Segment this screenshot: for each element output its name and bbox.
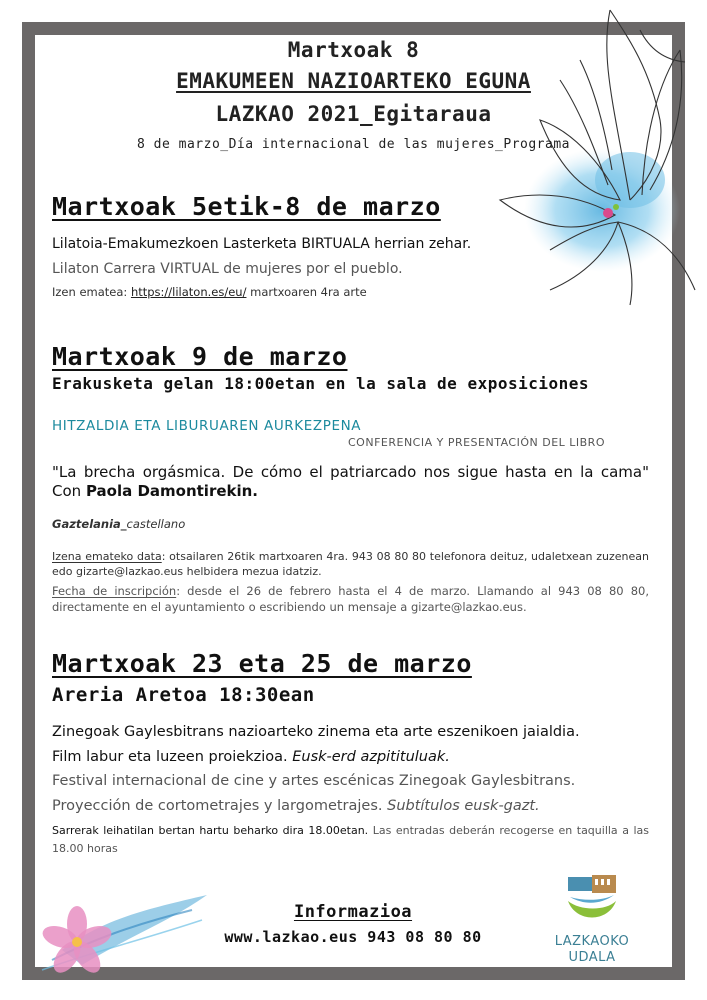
reg-es-text: : desde el 26 de febrero hasta el 4 de marzo. Llamando al 943 08 80 80, directamente en el ayuntamiento o escribiendo un mensaje a gizarte@lazkao.eus.: [52, 584, 649, 614]
signup-suffix: martxoaren 4ra arte: [246, 285, 367, 299]
eu-line2-a: Film labur eta luzeen proiekzioa.: [52, 749, 293, 765]
signup-prefix: Izen ematea:: [52, 285, 131, 299]
section2-book-quote: [52, 463, 649, 501]
language-es: castellano: [126, 517, 186, 531]
speaker-name: Paola Damontirekin.: [85, 482, 259, 500]
reg-eu-label: Izena emateko data: [52, 550, 162, 563]
language-eu: Gaztelania: [52, 517, 121, 531]
section2-registration-eu: [52, 549, 649, 579]
footer-info-title: Informazioa: [293, 902, 413, 922]
logo-text: [547, 934, 637, 966]
section2-title: Martxoak 9 de marzo: [52, 342, 348, 371]
section3-title: Martxoak 23 eta 25 de marzo: [52, 649, 472, 678]
with-word: Con: [52, 482, 86, 500]
section2-heading-es: CONFERENCIA Y PRESENTACIÓN DEL LIBRO: [348, 436, 605, 449]
section3-eu-line2: [52, 749, 450, 765]
tickets-eu: Sarrerak leihatilan bertan hartu beharko dira 18.00etan.: [52, 824, 369, 837]
section3-eu-line1: Zinegoak Gaylesbitrans nazioarteko zinema eta arte eszenikoen jaialdia.: [52, 724, 580, 740]
section2-registration-es: [52, 583, 649, 615]
es-line2-b: Subtítulos eusk-gazt.: [387, 798, 540, 814]
logo-line-2: UDALA: [568, 950, 616, 965]
tickets-es: Las entradas deberán recogerse en taquilla a las 18.00 horas: [52, 824, 649, 855]
section1-signup: [52, 285, 367, 299]
header-line-3: LAZKAO 2021_Egitaraua: [215, 102, 492, 126]
section3-es-line1: Festival internacional de cine y artes escénicas Zinegoak Gaylesbitrans.: [52, 773, 576, 789]
header-line-2: EMAKUMEEN NAZIOARTEKO EGUNA: [176, 69, 531, 93]
section3-es-line2: [52, 798, 540, 814]
section3-venue: Areria Aretoa 18:30ean: [52, 684, 315, 706]
section1-title: Martxoak 5etik-8 de marzo: [52, 192, 441, 221]
es-line2-a: Proyección de cortometrajes y largometrajes.: [52, 798, 388, 814]
lilaton-link[interactable]: https://lilaton.es/eu/: [130, 285, 247, 299]
header-line-1: Martxoak 8: [287, 38, 420, 62]
logo-line-1: LAZKAOKO: [554, 934, 630, 949]
reg-eu-text: : otsailaren 26tik martxoaren 4ra. 943 08 80 80 telefonora deituz, udaletxean zuzenean edo gizarte@lazkao.eus helbidera mezua idatziz.: [52, 550, 649, 578]
header-line-4: 8 de marzo_Día internacional de las mujeres_Programa: [137, 137, 570, 152]
section1-line-es: Lilaton Carrera VIRTUAL de mujeres por el pueblo.: [52, 261, 403, 277]
footer-info-line[interactable]: www.lazkao.eus 943 08 80 80: [224, 928, 482, 946]
section2-language: [52, 517, 185, 531]
reg-es-label: Fecha de inscripción: [52, 584, 177, 598]
section1-line-eu: Lilatoia-Emakumezkoen Lasterketa BIRTUALA herrian zehar.: [52, 236, 472, 252]
section2-venue: Erakusketa gelan 18:00etan en la sala de exposiciones: [52, 374, 590, 393]
lazkaoko-udala-logo: [566, 873, 618, 929]
book-title: "La brecha orgásmica. De cómo el patriarcado nos sigue hasta en la cama": [52, 463, 649, 481]
language-sep: _: [120, 517, 127, 531]
pink-flower-ribbon-illustration: [22, 880, 212, 980]
section2-heading-eu: HITZALDIA ETA LIBURUAREN AURKEZPENA: [52, 418, 362, 434]
eu-line2-b: Eusk-erd azpitituluak.: [292, 749, 450, 765]
section3-tickets: [52, 822, 649, 858]
